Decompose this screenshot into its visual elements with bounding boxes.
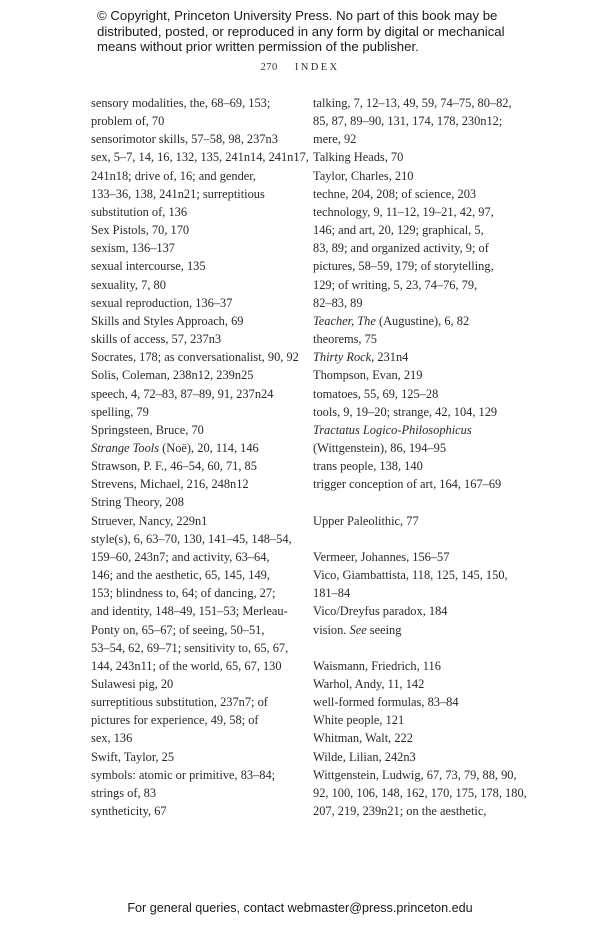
index-entry-continuation-line [313, 802, 538, 820]
index-entry-text: problem of, 70 [91, 114, 165, 129]
index-entry-text: Wittgenstein, Ludwig, 67, 73, 79, 88, 90, [313, 767, 517, 782]
index-entry-continuation-line [91, 566, 306, 584]
italic-title: Thirty Rock [313, 350, 372, 365]
page-number: 270 [260, 62, 278, 73]
index-entry-heading-line [91, 766, 306, 784]
index-entry-continuation-line [91, 548, 306, 566]
index-entry [313, 94, 538, 148]
index-entry-continuation-line [313, 112, 538, 130]
index-entry [313, 512, 538, 530]
footer-contact: For general queries, contact webmaster@press.princeton.edu [127, 901, 473, 915]
letter-group-gap [313, 639, 538, 657]
index-entry-text: techne, 204, 208; of science, 203 [313, 186, 477, 201]
copyright-notice [97, 8, 537, 55]
index-entry-text: Thompson, Evan, 219 [313, 368, 423, 383]
index-entry-continuation-line [313, 130, 538, 148]
index-entry [91, 221, 306, 239]
index-entry-text: tools, 9, 19–20; strange, 42, 104, 129 [313, 404, 498, 419]
index-entry [91, 475, 306, 493]
index-entry [91, 385, 306, 403]
index-entry-continuation-line [91, 185, 306, 203]
index-entry [91, 512, 306, 530]
section-title: INDEX [294, 62, 340, 73]
index-entry-heading-line [91, 530, 306, 548]
index-entry-text: Whitman, Walt, 222 [313, 731, 413, 746]
see-reference-target: seeing [369, 622, 402, 637]
index-entry-heading-line [313, 711, 538, 729]
index-entry [313, 403, 538, 421]
index-entry-continuation-line [91, 657, 306, 675]
index-entry [91, 403, 306, 421]
index-entry-text: Taylor, Charles, 210 [313, 168, 414, 183]
index-entry-text: pictures for experience, 49, 58; of [91, 713, 259, 728]
index-entry-heading-line [91, 330, 306, 348]
index-entry-heading-line [91, 148, 309, 166]
index-entry [91, 530, 306, 675]
index-entry-heading-line [91, 421, 306, 439]
index-entry-text: syntheticity, 67 [91, 804, 167, 819]
index-entry-heading-line [313, 403, 538, 421]
index-entry-text: theorems, 75 [313, 332, 378, 347]
index-entry-text: spelling, 79 [91, 404, 149, 419]
index-entry-text: Skills and Styles Approach, 69 [91, 313, 244, 328]
index-entry [91, 276, 306, 294]
index-entry-continuation-line [91, 167, 306, 185]
index-entry-heading-line [313, 512, 538, 530]
index-entry-heading-line [91, 348, 306, 366]
index-column-left [91, 94, 309, 820]
index-entry-text: Upper Paleolithic, 77 [313, 513, 419, 528]
index-entry-heading-line [313, 421, 538, 439]
index-entry-text: (Augustine), 6, 82 [375, 313, 470, 328]
index-entry-heading-line [313, 185, 538, 203]
index-entry-heading-line [91, 439, 306, 457]
index-entry-text: 83, 89; and organized activity, 9; of [313, 241, 489, 256]
index-entry-continuation-line [91, 203, 306, 221]
index-entry-continuation-line [91, 112, 306, 130]
see-reference-label: See [349, 622, 370, 637]
letter-group-gap [313, 530, 538, 548]
index-entry-text: Vico/Dreyfus paradox, 184 [313, 604, 448, 619]
index-entry [91, 294, 306, 312]
index-entry-continuation-line [91, 639, 306, 657]
index-entry [91, 366, 306, 384]
index-entry [313, 348, 538, 366]
index-entry-heading-line [313, 203, 538, 221]
index-entry-heading-line [313, 675, 538, 693]
index-entry-text: strings of, 83 [91, 785, 157, 800]
index-entry-heading-line [313, 167, 538, 185]
index-entry-text: 146; and art, 20, 129; graphical, 5, [313, 223, 484, 238]
index-entry-text: pictures, 58–59, 179; of storytelling, [313, 259, 494, 274]
index-entry [91, 94, 306, 130]
copyright-line: distributed, posted, or reproduced in any form by digital or mechanical [97, 23, 505, 39]
index-entry-heading-line [313, 348, 538, 366]
index-entry-text: mere, 92 [313, 132, 357, 147]
italic-title: Strange Tools [91, 440, 160, 455]
index-entry-continuation-line [91, 711, 306, 729]
index-entry-heading-line [91, 675, 306, 693]
index-entry-continuation-line [313, 584, 538, 602]
index-entry-heading-line [313, 457, 538, 475]
index-entry-text: vision. [313, 622, 350, 637]
index-entry-continuation-line [313, 221, 538, 239]
index-entry-heading-line [313, 657, 538, 675]
index-entry-text: well-formed formulas, 83–84 [313, 695, 459, 710]
index-entry-continuation-line [91, 729, 306, 747]
index-entry [91, 693, 306, 747]
index-entry-text: style(s), 6, 63–70, 130, 141–45, 148–54, [91, 531, 292, 546]
index-entry [91, 802, 306, 820]
index-entry-heading-line [91, 312, 306, 330]
index-entry [313, 457, 538, 475]
copyright-line: © Copyright, Princeton University Press. No part of this book may be [97, 8, 498, 23]
index-entry-continuation-line [313, 784, 538, 802]
index-entry-continuation-line [91, 584, 306, 602]
index-entry-heading-line [91, 276, 306, 294]
index-entry-text: sexual reproduction, 136–37 [91, 295, 233, 310]
index-entry-heading-line [91, 294, 306, 312]
running-head [0, 62, 600, 73]
index-entry-heading-line [91, 94, 306, 112]
index-entry [91, 130, 306, 148]
index-entry-text: , 231n4 [371, 350, 409, 365]
index-entry-heading-line [313, 475, 538, 493]
index-entry-text: Wilde, Lilian, 242n3 [313, 749, 416, 764]
index-entry-text: sexual intercourse, 135 [91, 259, 206, 274]
index-entry-heading-line [91, 457, 306, 475]
index-entry-text: 82–83, 89 [313, 295, 363, 310]
index-entry [313, 766, 538, 820]
index-entry [313, 657, 538, 675]
index-entry [313, 566, 538, 602]
index-entry-heading-line [313, 748, 538, 766]
index-entry-text: talking, 7, 12–13, 49, 59, 74–75, 80–82, [313, 96, 512, 110]
index-entry-heading-line [91, 257, 306, 275]
index-entry [313, 366, 538, 384]
index-entry-heading-line [91, 493, 306, 511]
letter-group-gap [313, 493, 538, 511]
index-entry [91, 675, 306, 693]
index-entry-text: sensorimotor skills, 57–58, 98, 237n3 [91, 132, 278, 147]
index-entry [313, 185, 538, 203]
index-entry-heading-line [313, 94, 538, 112]
index-entry [313, 675, 538, 693]
index-entry-heading-line [313, 366, 538, 384]
index-entry-text: Socrates, 178; as conversationalist, 90, 92 [91, 350, 299, 365]
index-entry-text: Solis, Coleman, 238n12, 239n25 [91, 368, 254, 383]
index-entry [313, 748, 538, 766]
index-entry-text: sexuality, 7, 80 [91, 277, 166, 292]
index-entry-heading-line [313, 385, 538, 403]
index-entry-heading-line [91, 475, 306, 493]
index-entry-continuation-line [313, 294, 538, 312]
index-entry [313, 693, 538, 711]
index-entry-text: symbols: atomic or primitive, 83–84; [91, 767, 276, 782]
index-entry-text: Vermeer, Johannes, 156–57 [313, 549, 450, 564]
index-entry-text: Talking Heads, 70 [313, 150, 404, 165]
index-entry [91, 421, 306, 439]
index-entry-heading-line [91, 366, 306, 384]
index-entry-text: 181–84 [313, 586, 351, 601]
index-entry-heading-line [313, 729, 538, 747]
index-entry [91, 330, 306, 348]
index-entry-text: sensory modalities, the, 68–69, 153; [91, 96, 271, 110]
index-entry-text: Waismann, Friedrich, 116 [313, 658, 441, 673]
index-entry [313, 385, 538, 403]
index-entry-text: Ponty on, 65–67; of seeing, 50–51, [91, 622, 265, 637]
index-entry-heading-line [91, 748, 306, 766]
index-entry-text: technology, 9, 11–12, 19–21, 42, 97, [313, 204, 494, 219]
index-entry-text: String Theory, 208 [91, 495, 184, 510]
index-entry-text: 159–60, 243n7; and activity, 63–64, [91, 549, 270, 564]
index-entry-text: 92, 100, 106, 148, 162, 170, 175, 178, 180, [313, 785, 527, 800]
index-entry-text: 144, 243n11; of the world, 65, 67, 130 [91, 658, 282, 673]
index-entry-text: White people, 121 [313, 713, 405, 728]
index-entry [313, 729, 538, 747]
index-entry-heading-line [313, 621, 538, 639]
index-entry-heading-line [91, 512, 306, 530]
index-entry-text: (Wittgenstein), 86, 194–95 [313, 440, 447, 455]
index-entry-heading-line [91, 802, 306, 820]
index-entry [313, 475, 538, 493]
index-entry-heading-line [313, 602, 538, 620]
index-entry-text: surreptitious substitution, 237n7; of [91, 695, 268, 710]
index-entry-heading-line [313, 693, 538, 711]
index-entry [313, 602, 538, 620]
index-entry [313, 421, 538, 457]
index-entry-text: substitution of, 136 [91, 204, 188, 219]
index-entry [313, 203, 538, 312]
index-entry-continuation-line [313, 276, 538, 294]
index-entry-text: 146; and the aesthetic, 65, 145, 149, [91, 568, 270, 583]
index-entry-text: 85, 87, 89–90, 131, 174, 178, 230n12; [313, 114, 503, 129]
index-entry-continuation-line [91, 621, 306, 639]
index-entry-heading-line [91, 403, 306, 421]
index-entry [91, 748, 306, 766]
index-entry-text: Sulawesi pig, 20 [91, 677, 174, 691]
index-entry-continuation-line [91, 784, 306, 802]
index-entry [313, 148, 538, 166]
index-column-right [313, 94, 538, 820]
index-entry-text: sex, 136 [91, 731, 133, 746]
index-entry-heading-line [91, 239, 306, 257]
index-entry [313, 711, 538, 729]
index-entry-text: and identity, 148–49, 151–53; Merleau- [91, 604, 288, 619]
index-entry [91, 766, 306, 802]
index-entry-text: 207, 219, 239n21; on the aesthetic, [313, 804, 487, 819]
index-entry [313, 330, 538, 348]
index-entry-text: tomatoes, 55, 69, 125–28 [313, 386, 439, 401]
index-entry-continuation-line [91, 602, 306, 620]
index-entry-text: 53–54, 62, 69–71; sensitivity to, 65, 67, [91, 640, 289, 655]
index-entry-heading-line [313, 330, 538, 348]
index-entry [91, 348, 306, 366]
index-entry-heading-line [313, 148, 538, 166]
italic-title: Teacher, The [313, 313, 376, 328]
index-entry [313, 167, 538, 185]
index-entry-heading-line [313, 766, 538, 784]
index-entry-text: 133–36, 138, 241n21; surreptitious [91, 186, 265, 201]
index-entry-text: Strevens, Michael, 216, 248n12 [91, 477, 249, 492]
index-entry [313, 621, 538, 639]
index-entry [91, 239, 306, 257]
index-entry-text: skills of access, 57, 237n3 [91, 332, 222, 347]
index-entry [91, 148, 309, 221]
index-entry [91, 457, 306, 475]
index-entry-heading-line [313, 548, 538, 566]
index-entry-heading-line [91, 385, 306, 403]
index-entry-text: (Noë), 20, 114, 146 [159, 440, 259, 455]
index-entry-text: Warhol, Andy, 11, 142 [313, 676, 425, 691]
index-entry-text: 129; of writing, 5, 23, 74–76, 79, [313, 277, 478, 292]
index-entry-continuation-line [313, 257, 538, 275]
index-entry-heading-line [91, 693, 306, 711]
index-entry-text: Springsteen, Bruce, 70 [91, 422, 204, 437]
index-entry-text: speech, 4, 72–83, 87–89, 91, 237n24 [91, 386, 274, 401]
copyright-line: means without prior written permission of the publisher. [97, 39, 419, 55]
index-entry-text: Sex Pistols, 70, 170 [91, 223, 190, 238]
index-entry-text: Struever, Nancy, 229n1 [91, 513, 208, 528]
index-entry-heading-line [91, 221, 306, 239]
index-entry-heading-line [313, 566, 538, 584]
index-entry-text: Swift, Taylor, 25 [91, 749, 175, 764]
index-entry-heading-line [313, 312, 538, 330]
index-entry-text: Vico, Giambattista, 118, 125, 145, 150, [313, 568, 508, 583]
index-entry-text: sex, 5–7, 14, 16, 132, 135, 241n14, 241n17, [91, 150, 309, 165]
index-entry-text: Strawson, P. F., 46–54, 60, 71, 85 [91, 459, 257, 474]
index-entry-text: trans people, 138, 140 [313, 459, 423, 474]
index-entry-text: sexism, 136–137 [91, 241, 175, 256]
index-entry [313, 312, 538, 330]
index-entry-text: 241n18; drive of, 16; and gender, [91, 168, 257, 183]
index-entry-continuation-line [313, 239, 538, 257]
index-entry [313, 548, 538, 566]
index-entry-text: 153; blindness to, 64; of dancing, 27; [91, 586, 276, 601]
index-entry-heading-line [91, 130, 306, 148]
index-entry [91, 312, 306, 330]
index-entry [91, 439, 306, 457]
index-entry-continuation-line [313, 439, 538, 457]
index-entry [91, 493, 306, 511]
index-entry-text: trigger conception of art, 164, 167–69 [313, 477, 502, 492]
italic-title: Tractatus Logico-Philosophicus [313, 422, 472, 437]
index-entry [91, 257, 306, 275]
